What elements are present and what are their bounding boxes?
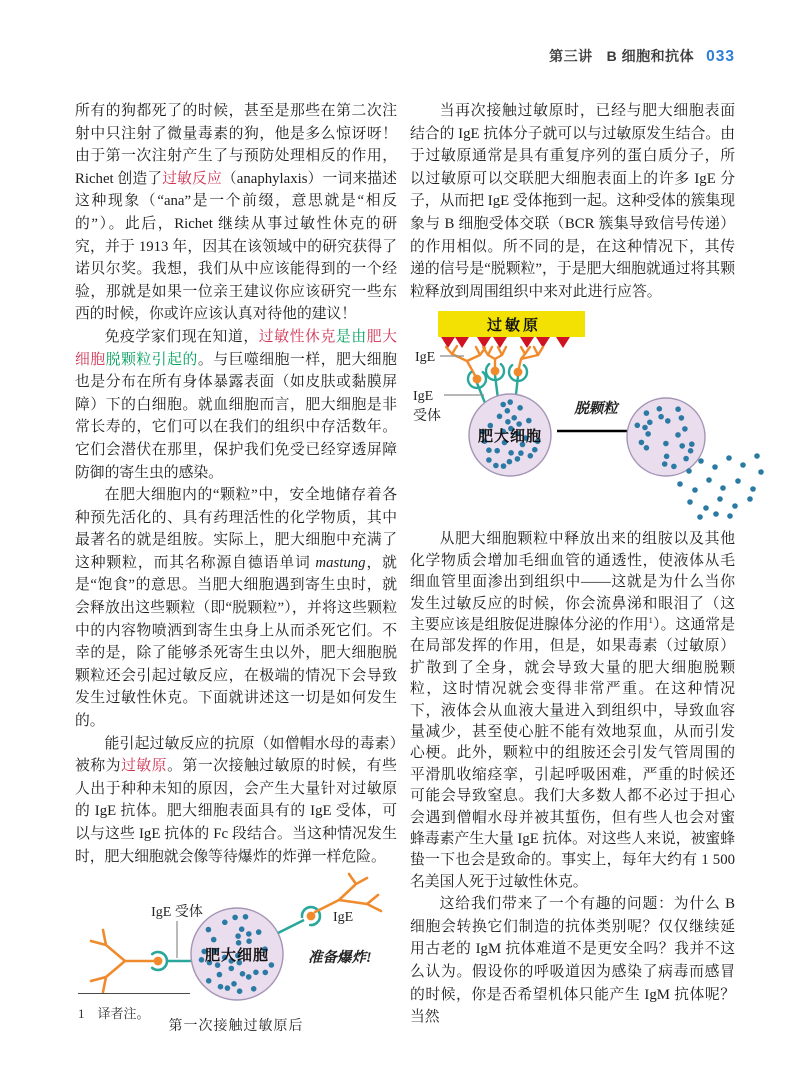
granule-dot — [511, 415, 517, 421]
granule-dot — [689, 442, 695, 448]
granule-dot — [698, 459, 704, 465]
ige-receptor-label: IgE 受体 — [151, 905, 203, 921]
granule-dot — [720, 486, 726, 492]
granule-dot — [657, 406, 663, 412]
text-segment: mastung — [315, 554, 366, 571]
granule-dot — [697, 515, 703, 521]
granule-dot — [664, 454, 670, 460]
ige-receptor-label: 受体 — [413, 409, 441, 425]
granule-dot — [692, 488, 698, 494]
granule-dot — [211, 937, 217, 943]
granule-dot — [500, 402, 506, 408]
granule-dot — [675, 432, 681, 438]
text-segment: 过敏原 — [121, 758, 168, 775]
granule-dot — [662, 462, 668, 468]
granule-dot — [246, 974, 252, 980]
granule-dot — [494, 448, 500, 454]
epitope-triangle-icon — [493, 337, 507, 348]
footnote — [78, 993, 408, 1022]
granule-dot — [222, 920, 228, 926]
granule-dot — [706, 478, 712, 484]
ready-to-explode-note: 准备爆炸! — [308, 950, 372, 967]
text-segment: 。第一次接触过敏原的时候，有些人出于种种未知的原因，会产生大量针对过敏原的 IgE 抗体。肥大细胞表面具有的 IgE 受体，可以与这些 IgE 抗体的 Fc 段结合。当这种情况发生时，肥大细胞就会像等待爆炸的炸弹一样危险。 — [75, 758, 397, 865]
text-segment: ）。这通常是在局部发挥的作用，但是，如果毒素（过敏原）扩散到了全身，就会导致大量的肥大细胞脱颗粒，这时情况就会变得非常严重。在这种情况下，液体会从血液大量进入到组织中，导致血容量减少，甚至使心脏不能有效地泵血，从而引发心梗。此外，颗粒中的组胺还会引发气管周围的平滑肌收缩痉挛，引起呼吸困难，严重的时候还可能会导致窒息。我们大多数人都不必过于担心会遇到僧帽水母并被其蜇伤，但有些人也会对蜜蜂毒素产生大量 IgE 抗体。对这些人来说，被蜜蜂蛰一下也会是致命的。事实上，每年大约有 1 500 名美国人死于过敏性休克。 — [410, 616, 735, 890]
granule-dot — [735, 479, 741, 485]
mast-cell-label: 肥大细胞 — [477, 429, 543, 446]
granule-dot — [217, 972, 223, 978]
paragraph — [410, 893, 735, 1029]
ige-label: IgE — [415, 350, 436, 366]
right-column — [410, 100, 735, 1029]
epitope-triangle-icon — [520, 337, 534, 348]
text-segment: 在肥大细胞内的“颗粒”中，安全地储存着各种预先活化的、具有药理活性的化学物质，其中最著名的就是组胺。实际上，肥大细胞中充满了这种颗粒，而其名称源自德语单词 — [75, 487, 397, 571]
granule-dot — [526, 418, 532, 424]
granule-dot — [518, 451, 524, 457]
granule-dot — [750, 487, 756, 493]
granule-dot — [747, 497, 753, 503]
ige-antibody-icon — [91, 930, 154, 992]
granule-dot — [505, 419, 511, 425]
granule-dot — [703, 506, 709, 512]
text-segment: 从肥大细胞颗粒中释放出来的组胺以及其他化学物质会增加毛细血管的通透性，使液体从毛细血管里面渗出到组织中——这就是为什么当你发生过敏反应的时候，你会流鼻涕和眼泪了（这主要应该是组胺促进腺体分泌的作用 — [410, 531, 735, 633]
granule-dot — [236, 940, 242, 946]
ige-receptor-icon — [278, 907, 320, 933]
ige-receptor-label: IgE — [413, 389, 434, 405]
granule-dot — [732, 504, 738, 510]
granule-dot — [663, 441, 669, 447]
paragraph — [75, 326, 397, 484]
text-segment: 是由 — [335, 328, 367, 345]
degranulation-arrow-label: 脱颗粒 — [574, 401, 618, 418]
granule-dot — [683, 456, 689, 462]
granule-dot — [493, 463, 499, 469]
paragraph — [410, 529, 735, 893]
granule-dot — [645, 431, 651, 437]
text-segment: 1 — [648, 615, 653, 626]
text-segment: 过敏性休克 — [258, 328, 336, 345]
granule-dot — [682, 426, 688, 432]
text-segment: ，就是“饱食”的意思。当肥大细胞遇到寄生虫时，就会释放出这些颗粒（即“脱颗粒”），并将这些颗粒中的内容物喷洒到寄生虫身上从而杀死它们。不幸的是，除了能够杀死寄生虫以外，肥大细胞脱颗粒还会引起过敏反应，在极端的情况下会导致发生过敏性休克。下面就讲述这一切是如何发生的。 — [75, 554, 397, 730]
granule-dot — [231, 981, 237, 987]
mast-cell-label: 肥大细胞 — [204, 948, 270, 965]
granule-dot — [501, 464, 507, 470]
granule-dot — [263, 970, 269, 976]
granule-dot — [243, 914, 249, 920]
figure-caption: 第一次接触过敏原后 — [168, 1017, 304, 1034]
granule-dot — [677, 482, 683, 488]
granule-dot — [486, 448, 492, 454]
granule-dot — [644, 411, 650, 417]
granule-dot — [688, 448, 694, 454]
granule-dot — [199, 957, 205, 963]
degranulation-diagram — [410, 309, 762, 521]
granule-dot — [740, 463, 746, 469]
figure-degranulation — [410, 309, 735, 521]
granule-dot — [686, 469, 692, 475]
text-segment: 过敏反应 — [162, 170, 222, 187]
granule-dot — [232, 915, 238, 921]
granule-dot — [712, 465, 718, 471]
granule-dot — [507, 459, 513, 465]
granule-dot — [497, 414, 503, 420]
receptor-dot — [514, 368, 523, 377]
chapter-label: 第三讲 — [549, 48, 593, 64]
paragraph — [410, 100, 735, 303]
granule-dot — [240, 971, 246, 977]
text-segment: 能引起过敏反应的抗原（如僧帽水母的毒素）被称为 — [75, 735, 397, 775]
chapter-title: B 细胞和抗体 — [606, 48, 695, 64]
granule-dot — [206, 927, 212, 933]
granule-dot — [635, 423, 641, 429]
receptor-dot — [491, 367, 500, 376]
granule-dot — [239, 927, 245, 933]
granule-dot — [727, 514, 733, 520]
granule-dot — [269, 962, 275, 968]
epitope-triangle-icon — [441, 337, 455, 348]
granule-dot — [675, 407, 681, 413]
granule-dot — [253, 970, 259, 976]
granule-dot — [515, 456, 521, 462]
footnote-text: 1 译者注。 — [78, 1006, 150, 1021]
granule-dot — [246, 939, 252, 945]
granule-dot — [486, 458, 492, 464]
granule-dot — [505, 408, 511, 414]
granule-dot — [639, 440, 645, 446]
text-segment: （anaphylaxis）一词来描述这种现象（“ana”是一个前缀，意思就是“相反的”）。此后，Richet 继续从事过敏性休克的研究，并于 1913 年，因其在该领域中的研究获得了诺贝尔奖。我想，我们从中应该能得到的一个经验，那就是如果一位亲王建议你应该研究一些东西的时候，你或许应该认真对待他的建议！ — [75, 170, 397, 323]
granule-dot — [218, 984, 224, 990]
granule-dot — [517, 405, 523, 411]
text-segment: 当再次接触过敏原时，已经与肥大细胞表面结合的 IgE 抗体分子就可以与过敏原发生结合。由于过敏原通常是具有重复序列的蛋白质分子，所以过敏原可以交联肥大细胞表面上的许多 IgE 分子，从而把 IgE 受体拖到一起。这种受体的簇集现象与 B 细胞受体交联（BCR 簇集导致信号传递）的作用相似。所不同的是，在这种情况下，其传递的信号是“脱颗粒”，于是肥大细胞就通过将其颗粒释放到周围组织中来对此进行应答。 — [410, 103, 735, 300]
first-contact-diagram — [75, 872, 397, 1008]
receptor-dot — [473, 375, 482, 384]
allergen-label: 过敏原 — [486, 317, 542, 335]
text-segment: 免疫学家们现在知道， — [104, 328, 259, 345]
granule-dot — [658, 414, 664, 420]
text-segment: 这给我们带来了一个有趣的问题：为什么 B 细胞会转换它们制造的抗体类别呢？仅仅继续延用古老的 IgM 抗体难道不是更安全吗？我并不这么认为。假设你的呼吸道因为感染了病毒而感冒的时候，你是否希望机体只能产生 IgM 抗体呢？当然 — [410, 896, 735, 1026]
granule-dot — [516, 422, 522, 428]
ige-receptor-icon — [152, 952, 192, 970]
granule-dot — [687, 500, 693, 506]
granule-dot — [679, 415, 685, 421]
granule-dot — [532, 447, 538, 453]
granule-dot — [246, 931, 252, 937]
granule-dot — [507, 400, 513, 406]
granule-dot — [713, 512, 719, 518]
footnote-rule — [78, 993, 190, 994]
paragraph — [75, 100, 397, 326]
granule-dot — [647, 420, 653, 426]
text-segment: 肥大细胞 — [75, 328, 397, 368]
granule-dot — [717, 497, 723, 503]
text-segment: 所有的狗都死了的时候，甚至是那些在第二次注射中只注射了微量毒素的狗，他是多么惊讶呀！由于第一次注射产生了与预防处理相反的作用，Richet 创造了 — [75, 103, 397, 187]
granule-dot — [251, 986, 257, 992]
left-column — [75, 100, 397, 1037]
granule-dot — [679, 443, 685, 449]
ige-antibody-icon — [315, 874, 381, 912]
granule-dot — [206, 978, 212, 984]
granule-dot — [229, 966, 235, 972]
granule-dot — [758, 470, 764, 476]
granule-dot — [665, 418, 671, 424]
paragraph — [75, 733, 397, 869]
text-segment: 脱颗粒引起的 — [105, 351, 198, 368]
granule-dot — [225, 985, 231, 991]
granule-dot — [671, 464, 677, 470]
granule-dot — [235, 933, 241, 939]
granule-dot — [528, 453, 534, 459]
page-header — [549, 46, 735, 66]
page-number: 033 — [706, 48, 735, 65]
granule-dot — [508, 450, 514, 456]
granule-dot — [754, 454, 760, 460]
granule-dot — [726, 456, 732, 462]
granule-dot — [488, 423, 494, 429]
granule-dot — [644, 445, 650, 451]
paragraph — [75, 484, 397, 733]
granule-dot — [642, 425, 648, 431]
granule-dot — [256, 929, 262, 935]
epitope-triangle-icon — [556, 337, 570, 348]
text-segment: 。与巨噬细胞一样，肥大细胞也是分布在所有身体暴露表面（如皮肤或黏膜屏障）下的白细胞。就血细胞而言，肥大细胞是非常长寿的，它们可以在我们的组织中存活数年。它们会潜伏在那里，保护我们免受已经穿透屏障防御的寄生虫的感染。 — [75, 351, 397, 481]
ige-label: IgE — [333, 910, 354, 926]
